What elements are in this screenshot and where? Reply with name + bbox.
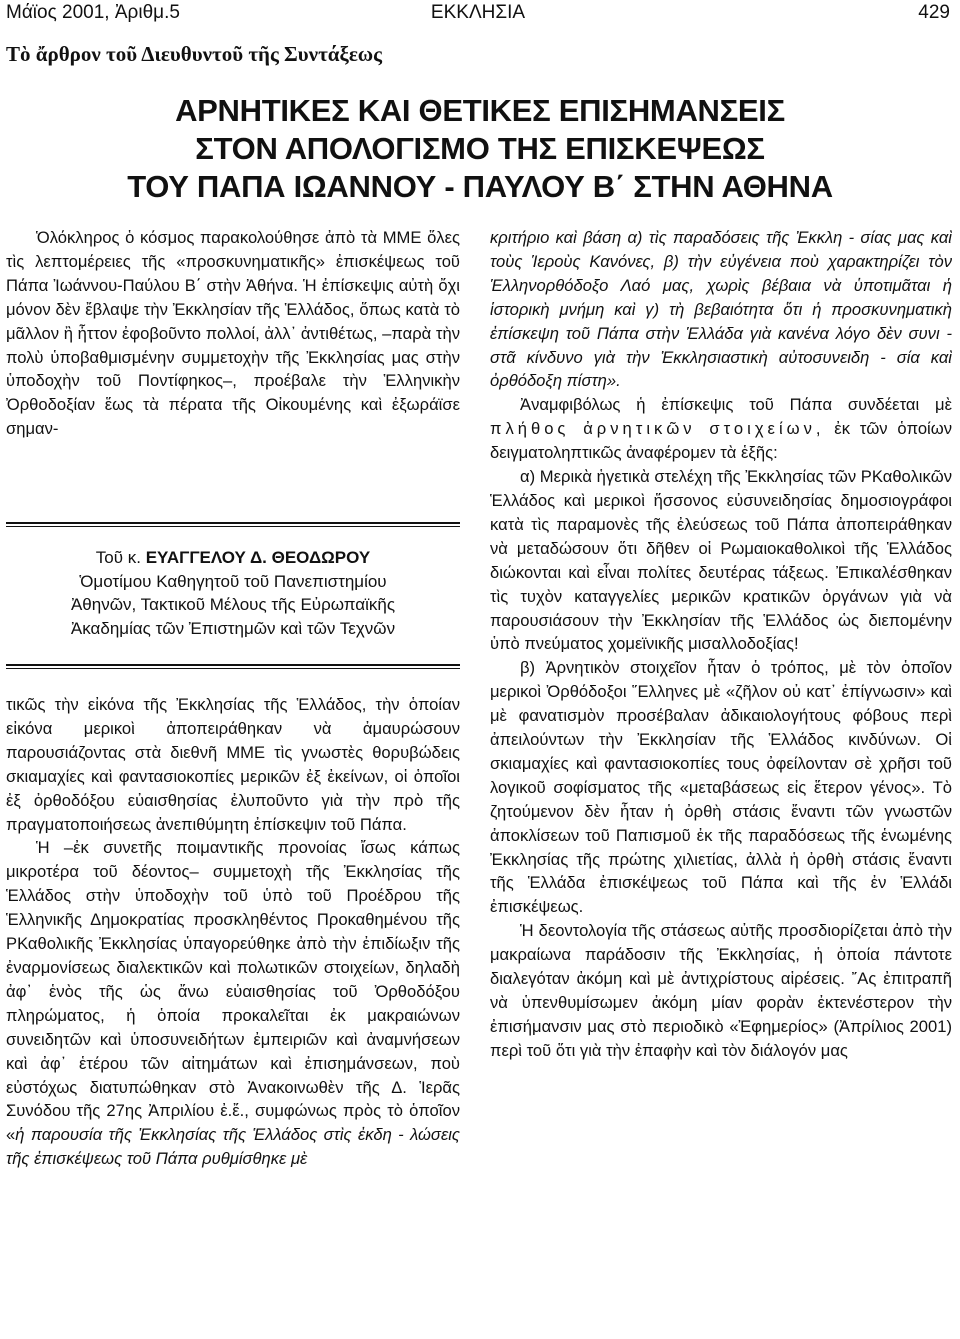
author-box-rule-top-thin bbox=[6, 526, 460, 527]
author-box-rule-bottom bbox=[6, 664, 460, 666]
paragraph-point-b: β) Ἀρνητικὸν στοιχεῖον ἦταν ὁ τρόπος, μὲ τὸν ὁποῖον μερικοὶ Ὀρθόδοξοι ῞Ελληνες μὲ «ζῆλον οὐ κατ᾽ ἐπίγνωσιν» καὶ μὲ φανατισμὸν προσέβαλαν ἀδικαιολογήτους φόβους περὶ ἀπειλούντων τὴν Ἐκκλησίαν τῆς Ἑλλάδος κινδύνων. Οἱ σκιαμαχίες καὶ φαντασιοκοπίες τους ὀφείλονταν σὲ χρῆσι τοῦ λογικοῦ σοφίσματος τῆς «μεταβάσεως εἰς ἕτερον γένος». Τὸ ζητούμενον δὲν ἦταν ἡ ὀρθὴ στάσις ἔναντι τῶν γνωστῶν ἀποκλίσεων τοῦ Παπισμοῦ ἐκ τῆς παραδόσεως τῆς ἑνωμένης Ἐκκλησίας τῆς πρώτης χιλιετίας, ἀλλὰ ἡ ὀρθὴ στάσις ἔναντι τῆς Ἑλλάδα ἐπισκέψεως τοῦ Πάπα καὶ τῆς ἐν Ἑλλάδι ἐπισκέψεως. bbox=[490, 658, 952, 917]
right-column bbox=[490, 226, 952, 1063]
paragraph-participation bbox=[6, 836, 460, 1171]
author-title-line-3: Ἀκαδημίας τῶν Ἐπιστημῶν καὶ τῶν Τεχνῶν bbox=[70, 618, 396, 638]
author-box bbox=[6, 546, 460, 640]
title-line-1: ΑΡΝΗΤΙΚΕΣ ΚΑΙ ΘΕΤΙΚΕΣ ΕΠΙΣΗΜΑΝΣΕΙΣ bbox=[175, 93, 785, 128]
author-prefix: Τοῦ κ. bbox=[95, 548, 141, 567]
article-title bbox=[0, 92, 960, 206]
section-rubric: Τὸ ἄρθρον τοῦ Διευθυντοῦ τῆς Συντάξεως bbox=[6, 42, 383, 66]
author-name: ΕΥΑΓΓΕΛΟΥ Δ. ΘΕΟΔΩΡΟΥ bbox=[145, 548, 371, 567]
negatives-emphasis: πλήθος ἀρνητικῶν στοιχείων, bbox=[490, 419, 825, 439]
participation-text: Ἡ –ἐκ συνετῆς ποιμαντικῆς προνοίας ἴσως κάπως μικροτέρα τοῦ δέοντος– συμμετοχὴ τῆς Ἐκκλησίας τῆς Ἑλλάδος στὴν ὑποδοχὴν τοῦ ὑπὸ τοῦ Προέδρου τῆς Ἑλληνικῆς Δημοκρατίας προσκληθέντος Προκαθημένου τῆς ΡΚαθολικῆς Ἐκκλησίας ὑπαγορεύθηκε ἀπὸ τὴν ἐπιδίωξιν τῆς ἐναρμονίσεως διαλεκτικῶν καὶ πολωτικῶν στοιχείων, δηλαδὴ ἀφ᾽ ἑνὸς τῆς ὡς ἄνω εὐαισθησίας τοῦ Ὀρθοδόξου πληρώματος, ἡ ὁποία προκαλεῖται ἐκ μακραιώνων συνειδητῶν καὶ ὑποσυνειδήτων ἐμπειριῶν καὶ ἀναμνήσεων καὶ ἀφ᾽ ἑτέρου τῶν αἰτημάτων καὶ ἐπισημάνσεων, ποὺ εὐστόχως διατυπώθηκαν στὸ Ἀνακοινωθὲν τῆς Δ. Ἱερᾶς Συνόδου τῆς 27ης Ἀπριλίου ἐ.ἔ., συμφώνως πρὸς τὸ ὁποῖον « bbox=[6, 838, 460, 1145]
running-header bbox=[6, 2, 950, 30]
author-title-line-2: Ἀθηνῶν, Τακτικοῦ Μέλους τῆς Εὐρωπαϊκῆς bbox=[70, 595, 396, 615]
author-box-rule-bottom-thin bbox=[6, 668, 460, 669]
title-line-2: ΣΤΟΝ ΑΠΟΛΟΓΙΣΜΟ ΤΗΣ ΕΠΙΣΚΕΨΕΩΣ bbox=[195, 131, 765, 166]
negatives-intro-b: ἐκ τῶν ὁποίων δειγματοληπτικῶς ἀναφέρομεν τὰ ἑξῆς: bbox=[490, 419, 952, 463]
synod-quote-start: ἡ παρουσία τῆς Ἐκκλησίας τῆς Ἑλλάδος στὶς ἐκδη - λώσεις τῆς ἐπισκέψεως τοῦ Πάπα ρυθμίσθηκε μὲ bbox=[6, 1125, 460, 1169]
issue-date: Μάϊος 2001, Ἀριθμ.5 bbox=[6, 2, 180, 23]
paragraph-negatives-intro bbox=[490, 393, 952, 465]
journal-name: ΕΚΚΛΗΣΙΑ bbox=[430, 2, 526, 23]
title-line-3: ΤΟΥ ΠΑΠΑ ΙΩΑΝΝΟΥ - ΠΑΥΛΟΥ Β΄ ΣΤΗΝ ΑΘΗΝΑ bbox=[127, 169, 833, 204]
paragraph-intro: Ὁλόκληρος ὁ κόσμος παρακολούθησε ἀπὸ τὰ ΜΜΕ ὅλες τὶς λεπτομέρειες τῆς «προσκυνηματικῆς» ἐπισκέψεως τοῦ Πάπα Ἰωάννου-Παύλου Β΄ στὴν Ἀθήνα. Ἡ ἐπίσκεψις αὐτὴ ὄχι μόνον δὲν ἔβλαψε τὴν Ἐκκλησίαν τῆς Ἑλλάδος, ὅπως κατὰ τὸ μᾶλλον ἢ ἧττον ἐφοβοῦντο πολλοί, ἀλλ᾽ ἀντιθέτως, –παρὰ τὴν πολὺ ὑποβαθμισμένην συμμετοχὴν τῆς Ἐκκλησίας μας στὴν ὑποδοχὴν τοῦ Ποντίφηκος–, προέβαλε τὴν Ἑλληνικὴν Ὀρθοδοξίαν ἕως τὰ πέρατα τῆς Οἰκουμένης καὶ ἐξωράϊσε σημαν- bbox=[6, 228, 460, 439]
left-column-top bbox=[6, 226, 460, 441]
negatives-intro-a: Ἀναμφιβόλως ἡ ἐπίσκεψις τοῦ Πάπα συνδέεται μὲ bbox=[520, 395, 952, 415]
synod-quote-continued: κριτήριο καὶ βάση α) τὶς παραδόσεις τῆς Ἐκκλη - σίας μας καὶ τοὺς Ἱεροὺς Κανόνες, β) τὴν εὐγένεια ποὺ χαρακτηρίζει τὸν Ἑλληνορθόδοξο Λαό μας, χωρὶς βέβαια νὰ ὑποτιμᾶται ἡ ἱστορικὴ μνήμη καὶ γ) τὴ βεβαιότητα ὅτι ἡ προσκυνηματικὴ ἐπίσκεψη τοῦ Πάπα στὴν Ἑλλάδα γιὰ κανένα λόγο δὲν συνι - στᾶ κίνδυνο γιὰ τὴν Ἐκκλησιαστικὴ αὐτοσυνειδη - σία καὶ ὀρθόδοξη πίστη». bbox=[490, 228, 952, 391]
author-title-line-1: Ὁμοτίμου Καθηγητοῦ τοῦ Πανεπιστημίου bbox=[79, 571, 387, 591]
paragraph-deontology: Ἡ δεοντολογία τῆς στάσεως αὐτῆς προσδιορίζεται ἀπὸ τὴν μακραίωνα παράδοσιν τῆς Ἐκκλησίας, ἡ ὁποία πάντοτε διαλεγόταν ἀκόμη καὶ μὲ ἀντιχρίστους αἱρέσεις. ῎Ας ἐπιτραπῆ νὰ ὑπενθυμίσωμεν ἀκόμη μίαν φορὰν ἐκτενέστερον τὴν ἐπισήμανσιν μας στὸ περιοδικὸ «Ἐφημερίος» (Ἀπρίλιος 2001) περὶ τοῦ ὅτι γιὰ τὴν ἐπαφὴν καὶ τὸν διάλογόν μας bbox=[490, 921, 952, 1060]
page-number: 429 bbox=[918, 2, 950, 23]
author-box-rule-top bbox=[6, 522, 460, 524]
left-column-bottom bbox=[6, 693, 460, 1171]
paragraph-point-a: α) Μερικὰ ἡγετικὰ στελέχη τῆς Ἐκκλησίας τῶν ΡΚαθολικῶν Ἑλλάδος καὶ μερικοὶ ἥσσονος εὐσυνειδησίας δημοσιογράφοι κατὰ τὶς παραμονὲς τῆς ἐλεύσεως τοῦ Πάπα ἀποπειράθηκαν νὰ μεταδώσουν ὅτι δῆθεν οἱ Ρωμαιοκαθολικοὶ τῆς Ἑλλάδος διώκονται καὶ εἶναι πολίτες δευτέρας τάξεως. Ἐπικαλέσθηκαν τὶς τυχὸν καταγγελίες μερικῶν κρατικῶν ὀργάνων γιὰ νὰ παρουσιάσουν τὴν Ἐκκλησίαν τῆς Ἑλλάδος ὡς διεπομένην ὑπὸ πνεύματος χομεϊνικῆς μισαλλοδοξίας! bbox=[490, 467, 952, 654]
paragraph-continuation: τικῶς τὴν εἰκόνα τῆς Ἐκκλησίας τῆς Ἑλλάδος, τὴν ὁποίαν εἰκόνα μερικοὶ ἀποπειράθηκαν νὰ ἀμαυρώσουν παρουσιάζοντας στὰ διεθνῆ ΜΜΕ τὶς γνωστὲς θορυβώδεις σκιαμαχίες καὶ φαντασιοκοπίες μερικῶν ἐξ ἐκείνων, οἱ ὁποῖοι ἐξ ὀρθοδόξου εὐαισθησίας ἐλυποῦντο γιὰ τὴν πρὸ τῆς πραγματοποιήσεως ἀνεπιθύμητη ἐπίσκεψιν τοῦ Πάπα. bbox=[6, 695, 460, 834]
